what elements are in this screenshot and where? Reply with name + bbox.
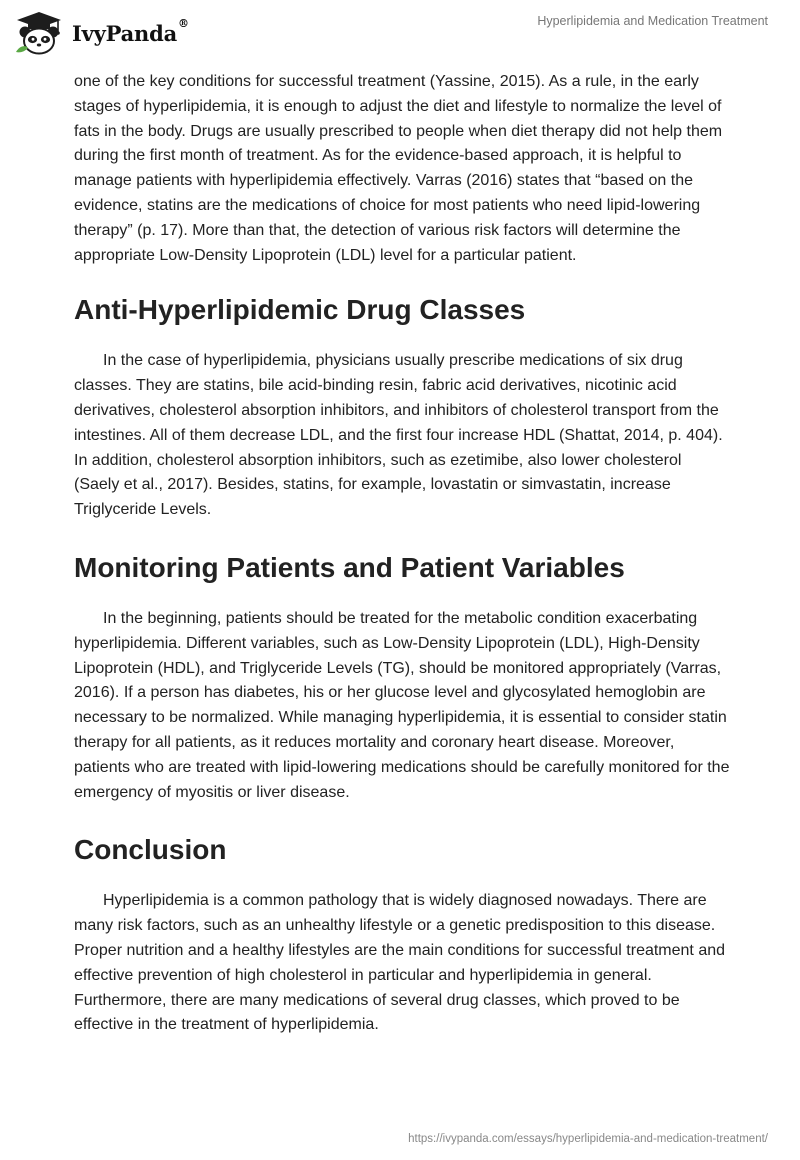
- section-paragraph: Hyperlipidemia is a common pathology that is widely diagnosed nowadays. There are many risk factors, such as an unhealthy lifestyle or a genetic predisposition to this disease. Proper nutrition and a healthy lifestyles are the main conditions for successful treatment and effective prevention of high cholesterol in particular and hyperlipidemia in general. Furthermore, there are many medications of several drug classes, which proved to be effective in the treatment of hyperlipidemia.: [74, 892, 726, 1034]
- intro-paragraph: one of the key conditions for successful treatment (Yassine, 2015). As a rule, in the early stages of hyperlipidemia, it is enough to adjust the diet and lifestyle to normalize the level of fats in the body. Drugs are usually prescribed to people when diet therapy did not help them during the first month of treatment. As for the evidence-based approach, it is helpful to manage patients with hyperlipidemia effectively. Varras (2016) states that “based on the evidence, statins are the medications of choice for most patients who need lipid-lowering therapy” (p. 17). More than that, the detection of various risk factors will determine the appropriate Low-Density Lipoprotein (LDL) level for a particular patient.: [74, 73, 723, 264]
- panda-graduate-icon: [14, 10, 64, 56]
- running-title: Hyperlipidemia and Medication Treatment: [537, 14, 768, 28]
- logo-text: IvyPanda®: [72, 16, 189, 46]
- section-heading: Monitoring Patients and Patient Variables: [74, 551, 625, 583]
- section-heading: Anti-Hyperlipidemic Drug Classes: [74, 294, 526, 326]
- page-header: [0, 0, 800, 70]
- section-heading: Conclusion: [74, 834, 227, 866]
- section-paragraph: In the beginning, patients should be treated for the metabolic condition exacerbating hyperlipidemia. Different variables, such as Low-Density Lipoprotein (LDL), High-Density Lipoprotein (HDL), and Triglyceride Levels (TG), should be monitored appropriately (Varras, 2016). If a person has diabetes, his or her glucose level and glycosylated hemoglobin are necessary to be normalized. While managing hyperlipidemia, it is essential to consider statin therapy for all patients, as it reduces mortality and coronary heart disease. Moreover, patients who are treated with lipid-lowering medications should be carefully monitored for the emergency of myositis or liver disease.: [74, 609, 730, 801]
- essay-body: [74, 70, 730, 1038]
- section-paragraph: In the case of hyperlipidemia, physicians usually prescribe medications of six drug classes. They are statins, bile acid-binding resin, fabric acid derivatives, nicotinic acid derivatives, cholesterol absorption inhibitors, and inhibitors of cholesterol transport from the intestines. All of them decrease LDL, and the first four increase HDL (Shattat, 2014, p. 404). In addition, cholesterol absorption inhibitors, such as ezetimibe, also lower cholesterol (Saely et al., 2017). Besides, statins, for example, lovastatin or simvastatin, increase Triglyceride Levels.: [74, 352, 723, 519]
- ivypanda-logo[interactable]: [14, 10, 189, 56]
- source-url[interactable]: https://ivypanda.com/essays/hyperlipidemia-and-medication-treatment/: [408, 1133, 768, 1145]
